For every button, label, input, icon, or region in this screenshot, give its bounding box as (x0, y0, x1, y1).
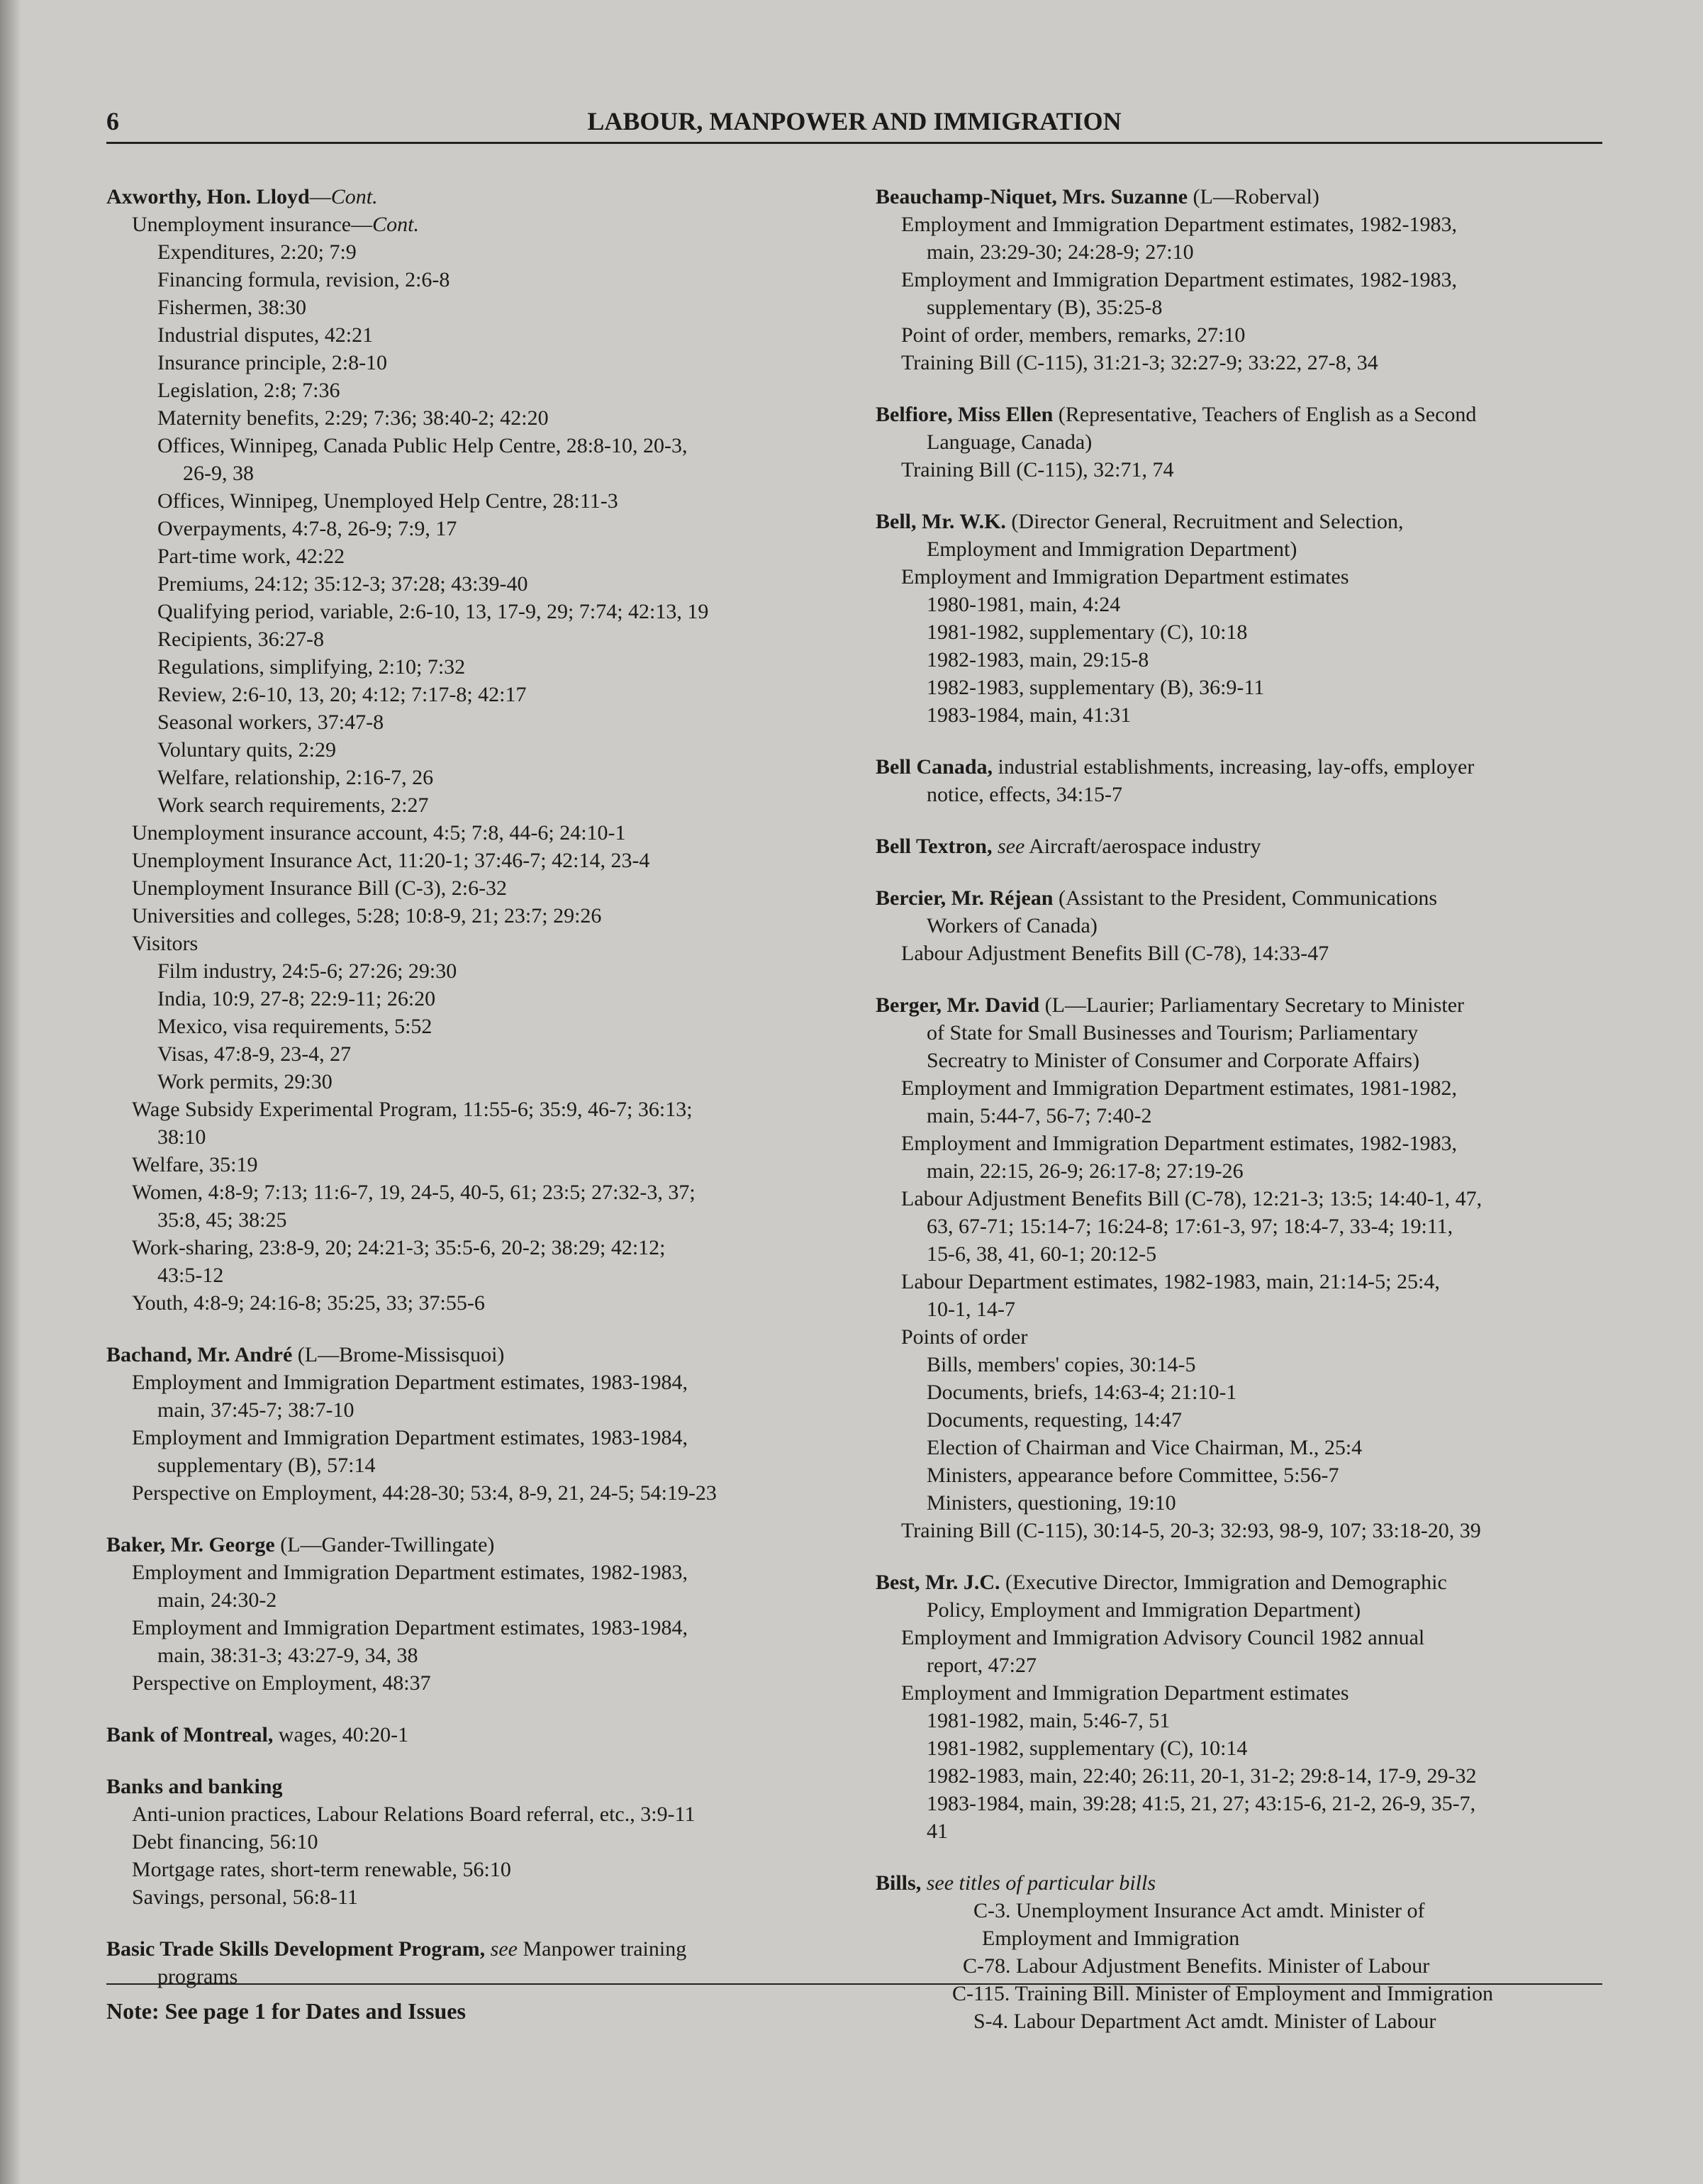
entry-subentry: Wage Subsidy Experimental Program, 11:55-6; 35:9, 46-7; 36:13; (132, 1098, 693, 1121)
entry-heading: Bell, Mr. W.K. (Director General, Recruitment and Selection, (876, 510, 1404, 533)
entry-subentry: Mortgage rates, short-term renewable, 56:10 (132, 1858, 511, 1881)
entry-subentry: Ministers, appearance before Committee, 5:56-7 (927, 1464, 1339, 1487)
entry-subentry: Insurance principle, 2:8-10 (157, 351, 388, 374)
entry-subentry: Point of order, members, remarks, 27:10 (901, 323, 1246, 347)
index-entry (876, 991, 1606, 1544)
right-column (876, 183, 1606, 2059)
entry-subentry: Ministers, questioning, 19:10 (927, 1491, 1176, 1515)
index-entry (876, 753, 1606, 808)
index-entry (106, 1773, 844, 1911)
entry-subentry: Savings, personal, 56:8-11 (132, 1885, 358, 1909)
entry-subentry: Training Bill (C-115), 31:21-3; 32:27-9; 33:22, 27-8, 34 (901, 351, 1378, 374)
entry-subentry: 10-1, 14-7 (927, 1298, 1015, 1321)
entry-subentry: Anti-union practices, Labour Relations Board referral, etc., 3:9-11 (132, 1803, 696, 1826)
entry-subentry: 41 (927, 1820, 948, 1843)
entry-subentry: Perspective on Employment, 44:28-30; 53:4, 8-9, 21, 24-5; 54:19-23 (132, 1481, 717, 1505)
entry-subentry: Employment and Immigration Department estimates, 1982-1983, (132, 1561, 688, 1584)
entry-subentry: Employment and Immigration Department estimates, 1983-1984, (132, 1616, 688, 1639)
entry-subentry: 1982-1983, supplementary (B), 36:9-11 (927, 676, 1265, 699)
entry-subentry: Unemployment insurance account, 4:5; 7:8, 44-6; 24:10-1 (132, 821, 626, 845)
entry-heading: Bell Canada, industrial establishments, increasing, lay-offs, employer (876, 755, 1475, 779)
entry-subentry: C-3. Unemployment Insurance Act amdt. Minister of (952, 1899, 1425, 1922)
entry-subentry: India, 10:9, 27-8; 22:9-11; 26:20 (157, 987, 436, 1010)
entry-subentry: Mexico, visa requirements, 5:52 (157, 1015, 432, 1038)
entry-heading: Bercier, Mr. Réjean (Assistant to the President, Communications (876, 886, 1438, 910)
index-entry (876, 183, 1606, 377)
index-entry (876, 1869, 1606, 2035)
entry-subentry: Employment and Immigration Advisory Council 1982 annual (901, 1626, 1425, 1649)
entry-subentry: 63, 67-71; 15:14-7; 16:24-8; 17:61-3, 97; 18:4-7, 33-4; 19:11, (927, 1215, 1453, 1238)
entry-subentry: Debt financing, 56:10 (132, 1830, 318, 1854)
entry-subentry: 38:10 (157, 1125, 206, 1149)
entry-subentry: Work permits, 29:30 (157, 1070, 333, 1093)
entry-subentry: Youth, 4:8-9; 24:16-8; 35:25, 33; 37:55-6 (132, 1291, 485, 1315)
entry-subentry: main, 23:29-30; 24:28-9; 27:10 (927, 240, 1194, 264)
entry-subentry: 1981-1982, main, 5:46-7, 51 (927, 1709, 1171, 1732)
entry-subentry: Unemployment insurance—Cont. (132, 213, 419, 236)
entry-heading: Basic Trade Skills Development Program, see Manpower training (106, 1937, 687, 1961)
entry-subentry: Premiums, 24:12; 35:12-3; 37:28; 43:39-40 (157, 572, 528, 596)
entry-subentry: Workers of Canada) (927, 914, 1098, 937)
entry-subentry: Documents, briefs, 14:63-4; 21:10-1 (927, 1381, 1237, 1404)
index-entry (876, 401, 1606, 484)
entry-subentry: Employment and Immigration Department estimates (901, 1681, 1349, 1705)
index-entry (106, 183, 844, 1317)
entry-heading: Best, Mr. J.C. (Executive Director, Immigration and Demographic (876, 1571, 1447, 1594)
entry-subentry: main, 5:44-7, 56-7; 7:40-2 (927, 1104, 1152, 1127)
entry-heading: Bills, see titles of particular bills (876, 1871, 1156, 1895)
entry-subentry: supplementary (B), 35:25-8 (927, 296, 1163, 319)
binding-shadow (0, 0, 21, 2184)
entry-subentry: Regulations, simplifying, 2:10; 7:32 (157, 655, 466, 679)
entry-subentry: Expenditures, 2:20; 7:9 (157, 240, 357, 264)
entry-subentry: Training Bill (C-115), 30:14-5, 20-3; 32:93, 98-9, 107; 33:18-20, 39 (901, 1519, 1481, 1542)
left-column (106, 183, 844, 2015)
entry-subentry: main, 24:30-2 (157, 1588, 277, 1612)
entry-subentry: C-115. Training Bill. Minister of Employment and Immigration (952, 1982, 1494, 2005)
entry-subentry: 1983-1984, main, 41:31 (927, 703, 1132, 727)
entry-subentry: Offices, Winnipeg, Canada Public Help Centre, 28:8-10, 20-3, (157, 434, 688, 457)
entry-heading: Beauchamp-Niquet, Mrs. Suzanne (L—Roberval) (876, 185, 1319, 208)
index-entry (106, 1721, 844, 1749)
index-entry (106, 1531, 844, 1697)
entry-subentry: 1980-1981, main, 4:24 (927, 593, 1121, 616)
index-entry (876, 508, 1606, 729)
entry-subentry: Industrial disputes, 42:21 (157, 323, 374, 347)
entry-subentry: Language, Canada) (927, 430, 1093, 454)
entry-subentry: notice, effects, 34:15-7 (927, 783, 1123, 806)
entry-subentry: Legislation, 2:8; 7:36 (157, 379, 340, 402)
entry-subentry: Employment and Immigration Department estimates (901, 565, 1349, 589)
entry-subentry: Policy, Employment and Immigration Department) (927, 1598, 1361, 1622)
entry-subentry: 35:8, 45; 38:25 (157, 1208, 287, 1232)
entry-subentry: supplementary (B), 57:14 (157, 1454, 376, 1477)
entry-subentry: Visitors (132, 932, 199, 955)
entry-subentry: Work-sharing, 23:8-9, 20; 24:21-3; 35:5-6, 20-2; 38:29; 42:12; (132, 1236, 666, 1259)
entry-subentry: Perspective on Employment, 48:37 (132, 1671, 431, 1695)
entry-subentry: Employment and Immigration Department estimates, 1981-1982, (901, 1076, 1457, 1100)
entry-subentry: 1983-1984, main, 39:28; 41:5, 21, 27; 43:15-6, 21-2, 26-9, 35-7, (927, 1792, 1476, 1815)
index-entry (106, 1341, 844, 1507)
entry-subentry: Qualifying period, variable, 2:6-10, 13, 17-9, 29; 7:74; 42:13, 19 (157, 600, 709, 623)
entry-subentry: Financing formula, revision, 2:6-8 (157, 268, 450, 291)
entry-subentry: Work search requirements, 2:27 (157, 793, 429, 817)
entry-subentry: Recipients, 36:27-8 (157, 628, 324, 651)
entry-subentry: 1982-1983, main, 29:15-8 (927, 648, 1149, 672)
entry-subentry: Employment and Immigration Department) (927, 537, 1297, 561)
entry-heading: Bachand, Mr. André (L—Brome-Missisquoi) (106, 1343, 505, 1366)
page-number: 6 (106, 107, 119, 135)
entry-subentry: Review, 2:6-10, 13, 20; 4:12; 7:17-8; 42:17 (157, 683, 527, 706)
entry-subentry: main, 22:15, 26-9; 26:17-8; 27:19-26 (927, 1159, 1244, 1183)
entry-subentry: Seasonal workers, 37:47-8 (157, 711, 384, 734)
entry-subentry: Labour Adjustment Benefits Bill (C-78), 14:33-47 (901, 942, 1329, 965)
entry-subentry: Bills, members' copies, 30:14-5 (927, 1353, 1196, 1376)
entry-subentry: Employment and Immigration Department estimates, 1983-1984, (132, 1371, 688, 1394)
index-entry (106, 1935, 844, 1990)
entry-subentry: Part-time work, 42:22 (157, 545, 345, 568)
entry-subentry: Points of order (901, 1325, 1028, 1349)
entry-subentry: Employment and Immigration Department estimates, 1983-1984, (132, 1426, 688, 1449)
index-entry (876, 884, 1606, 967)
entry-subentry: Labour Adjustment Benefits Bill (C-78), 12:21-3; 13:5; 14:40-1, 47, (901, 1187, 1483, 1210)
entry-heading: Axworthy, Hon. Lloyd—Cont. (106, 185, 378, 208)
entry-heading: Banks and banking (106, 1775, 283, 1798)
entry-heading: Berger, Mr. David (L—Laurier; Parliamentary Secretary to Minister (876, 993, 1465, 1017)
entry-subentry: of State for Small Businesses and Tourism; Parliamentary (927, 1021, 1419, 1044)
entry-subentry: 1982-1983, main, 22:40; 26:11, 20-1, 31-2; 29:8-14, 17-9, 29-32 (927, 1764, 1477, 1788)
entry-subentry: Unemployment Insurance Act, 11:20-1; 37:46-7; 42:14, 23-4 (132, 849, 650, 872)
entry-subentry: S-4. Labour Department Act amdt. Minister of Labour (952, 2010, 1436, 2033)
entry-subentry: Visas, 47:8-9, 23-4, 27 (157, 1042, 352, 1066)
entry-subentry: Secreatry to Minister of Consumer and Corporate Affairs) (927, 1049, 1420, 1072)
entry-subentry: Labour Department estimates, 1982-1983, main, 21:14-5; 25:4, (901, 1270, 1440, 1293)
entry-heading: Baker, Mr. George (L—Gander-Twillingate) (106, 1533, 495, 1556)
entry-subentry: Voluntary quits, 2:29 (157, 738, 336, 762)
entry-subentry: Film industry, 24:5-6; 27:26; 29:30 (157, 959, 457, 983)
entry-subentry: Overpayments, 4:7-8, 26-9; 7:9, 17 (157, 517, 457, 540)
entry-subentry: Employment and Immigration Department estimates, 1982-1983, (901, 268, 1457, 291)
entry-subentry: 1981-1982, supplementary (C), 10:18 (927, 620, 1248, 644)
footer-rule (106, 1983, 1602, 1985)
entry-subentry: Unemployment Insurance Bill (C-3), 2:6-32 (132, 876, 508, 900)
entry-subentry: main, 38:31-3; 43:27-9, 34, 38 (157, 1644, 418, 1667)
entry-subentry: 43:5-12 (157, 1264, 224, 1287)
entry-subentry: C-78. Labour Adjustment Benefits. Minister of Labour (952, 1954, 1430, 1978)
entry-subentry: main, 37:45-7; 38:7-10 (157, 1398, 354, 1422)
index-entry (876, 832, 1606, 860)
entry-subentry: programs (157, 1965, 238, 1988)
entry-heading: Bank of Montreal, wages, 40:20-1 (106, 1723, 409, 1746)
entry-subentry: Fishermen, 38:30 (157, 296, 306, 319)
entry-subentry: Universities and colleges, 5:28; 10:8-9, 21; 23:7; 29:26 (132, 904, 602, 927)
entry-subentry: Welfare, 35:19 (132, 1153, 258, 1176)
entry-subentry: 26-9, 38 (183, 462, 254, 485)
entry-subentry: Employment and Immigration Department estimates, 1982-1983, (901, 1132, 1457, 1155)
entry-subentry: Employment and Immigration (982, 1927, 1240, 1950)
entry-subentry: Documents, requesting, 14:47 (927, 1408, 1182, 1432)
page-title: LABOUR, MANPOWER AND IMMIGRATION (587, 107, 1122, 135)
footer-note: Note: See page 1 for Dates and Issues (106, 1998, 466, 2024)
entry-subentry: Election of Chairman and Vice Chairman, M., 25:4 (927, 1436, 1363, 1459)
entry-heading: Bell Textron, see Aircraft/aerospace industry (876, 835, 1261, 858)
entry-subentry: report, 47:27 (927, 1654, 1037, 1677)
entry-subentry: Women, 4:8-9; 7:13; 11:6-7, 19, 24-5, 40-5, 61; 23:5; 27:32-3, 37; (132, 1181, 696, 1204)
entry-subentry: Maternity benefits, 2:29; 7:36; 38:40-2; 42:20 (157, 406, 549, 430)
entry-subentry: Offices, Winnipeg, Unemployed Help Centre, 28:11-3 (157, 489, 618, 513)
entry-subentry: Employment and Immigration Department estimates, 1982-1983, (901, 213, 1457, 236)
entry-subentry: 15-6, 38, 41, 60-1; 20:12-5 (927, 1242, 1157, 1266)
page-header (106, 106, 1602, 144)
entry-subentry: 1981-1982, supplementary (C), 10:14 (927, 1737, 1248, 1760)
entry-subentry: Training Bill (C-115), 32:71, 74 (901, 458, 1174, 481)
index-entry (876, 1569, 1606, 1845)
entry-subentry: Welfare, relationship, 2:16-7, 26 (157, 766, 434, 789)
entry-heading: Belfiore, Miss Ellen (Representative, Teachers of English as a Second (876, 403, 1477, 426)
